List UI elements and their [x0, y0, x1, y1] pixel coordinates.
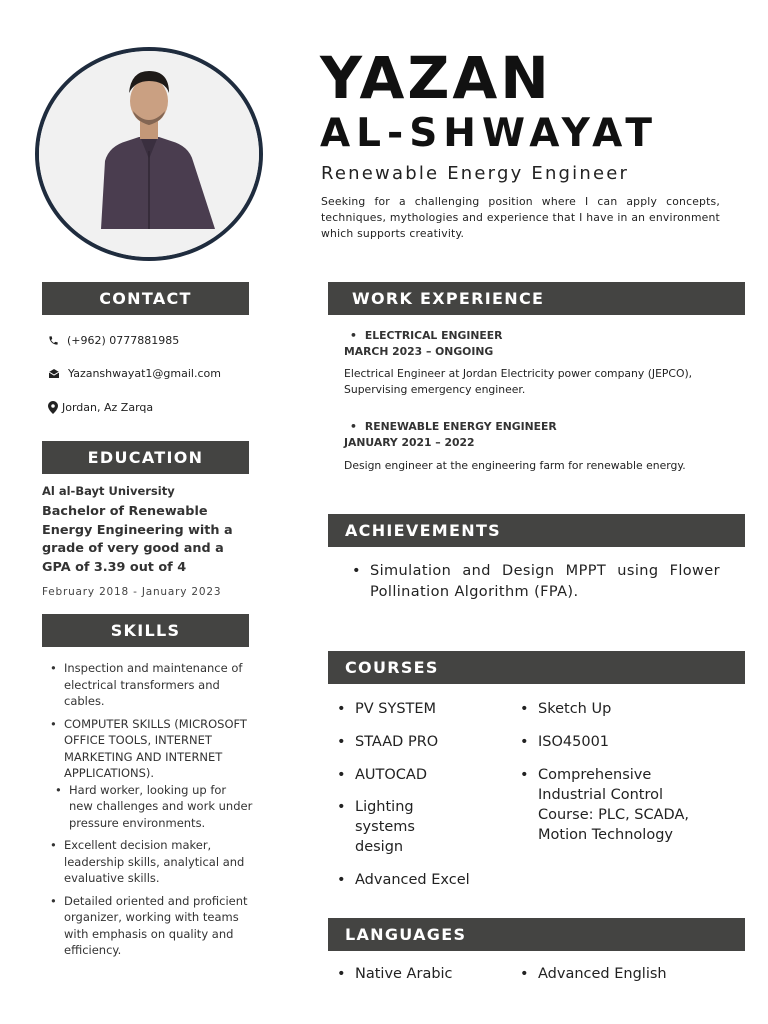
- map-pin-icon: [48, 401, 58, 414]
- contact-phone-text: (+962) 0777881985: [67, 334, 180, 347]
- phone-icon: [48, 335, 59, 346]
- job-2-title: • RENEWABLE ENERGY ENGINEER: [350, 420, 557, 433]
- contact-email-text: Yazanshwayat1@gmail.com: [68, 367, 221, 380]
- skill-item: • COMPUTER SKILLS (MICROSOFT OFFICE TOOLS, INTERNET MARKETING AND INTERNET APPLICATIONS).: [48, 716, 253, 782]
- skill-item: • Hard worker, looking up for new challenges and work under pressure environments.: [53, 782, 253, 832]
- course-text: Lighting systems design: [355, 799, 415, 855]
- job-1-desc: Electrical Engineer at Jordan Electricity power company (JEPCO), Supervising emergency engineer.: [344, 367, 693, 396]
- language-text: Advanced English: [538, 966, 667, 982]
- section-courses-header: COURSES: [328, 651, 745, 684]
- contact-location: [48, 401, 153, 414]
- achievement-item: • Simulation and Design MPPT using Flower Pollination Algorithm (FPA).: [352, 561, 720, 603]
- job-2-date: JANUARY 2021 – 2022: [344, 436, 475, 449]
- job-1-title-text: ELECTRICAL ENGINEER: [364, 329, 503, 342]
- person-silhouette-icon: [39, 51, 259, 257]
- course-text: Comprehensive Industrial Control Course: PLC, SCADA, Motion Technology: [538, 767, 689, 843]
- contact-location-text: Jordan, Az Zarqa: [62, 401, 154, 414]
- skill-item: • Excellent decision maker, leadership skills, analytical and evaluative skills.: [48, 837, 253, 887]
- section-languages-header: LANGUAGES: [328, 918, 745, 951]
- language-item: • Advanced English: [520, 964, 720, 984]
- job-1-title: • ELECTRICAL ENGINEER: [350, 329, 503, 342]
- achievement-text: Simulation and Design MPPT using Flower Pollination Algorithm (FPA).: [370, 563, 720, 600]
- profile-photo: [35, 47, 263, 261]
- education-dates: February 2018 - January 2023: [42, 586, 222, 598]
- section-achievements-header: ACHIEVEMENTS: [328, 514, 745, 547]
- section-contact-header: CONTACT: [42, 282, 249, 315]
- course-text: Advanced Excel: [355, 872, 470, 888]
- contact-phone[interactable]: [48, 334, 179, 347]
- job-2-desc: Design engineer at the engineering farm for renewable energy.: [344, 459, 686, 472]
- last-name: AL-SHWAYAT: [320, 111, 658, 156]
- summary: Seeking for a challenging position where I can apply concepts, techniques, mythologies and experience that I have in an environment which supports creativity.: [321, 195, 720, 240]
- section-work-header: WORK EXPERIENCE: [328, 282, 745, 315]
- job-1-date: MARCH 2023 – ONGOING: [344, 345, 494, 358]
- job-2-title-text: RENEWABLE ENERGY ENGINEER: [364, 420, 557, 433]
- course-item: • ISO45001: [520, 732, 720, 752]
- contact-email[interactable]: [48, 367, 221, 380]
- skill-item: • Inspection and maintenance of electrical transformers and cables.: [48, 660, 253, 710]
- course-text: STAAD PRO: [355, 734, 439, 750]
- envelope-icon: [48, 368, 60, 379]
- course-item: • Advanced Excel: [337, 870, 507, 890]
- skill-item: • Detailed oriented and proficient organizer, working with teams with emphasis on quality and efficiency.: [48, 893, 253, 959]
- section-education-header: EDUCATION: [42, 441, 249, 474]
- section-skills-header: SKILLS: [42, 614, 249, 647]
- skills-list: [48, 660, 253, 959]
- course-text: AUTOCAD: [355, 767, 428, 783]
- language-text: Native Arabic: [355, 966, 453, 982]
- course-item: • Sketch Up: [520, 699, 720, 719]
- education-degree: Bachelor of Renewable Energy Engineering with a grade of very good and a GPA of 3.39 out of 4: [42, 504, 233, 575]
- course-item: • Comprehensive Industrial Control Course: PLC, SCADA, Motion Technology: [520, 765, 722, 845]
- job-title: Renewable Energy Engineer: [321, 163, 630, 184]
- course-item: • AUTOCAD: [337, 765, 487, 785]
- course-text: Sketch Up: [538, 701, 612, 717]
- education-university: Al al-Bayt University: [42, 484, 175, 498]
- course-text: ISO45001: [538, 734, 610, 750]
- course-text: PV SYSTEM: [355, 701, 437, 717]
- first-name: YAZAN: [320, 44, 552, 112]
- language-item: • Native Arabic: [337, 964, 507, 984]
- course-item: • STAAD PRO: [337, 732, 487, 752]
- course-item: • Lighting systems design: [337, 797, 449, 857]
- course-item: • PV SYSTEM: [337, 699, 487, 719]
